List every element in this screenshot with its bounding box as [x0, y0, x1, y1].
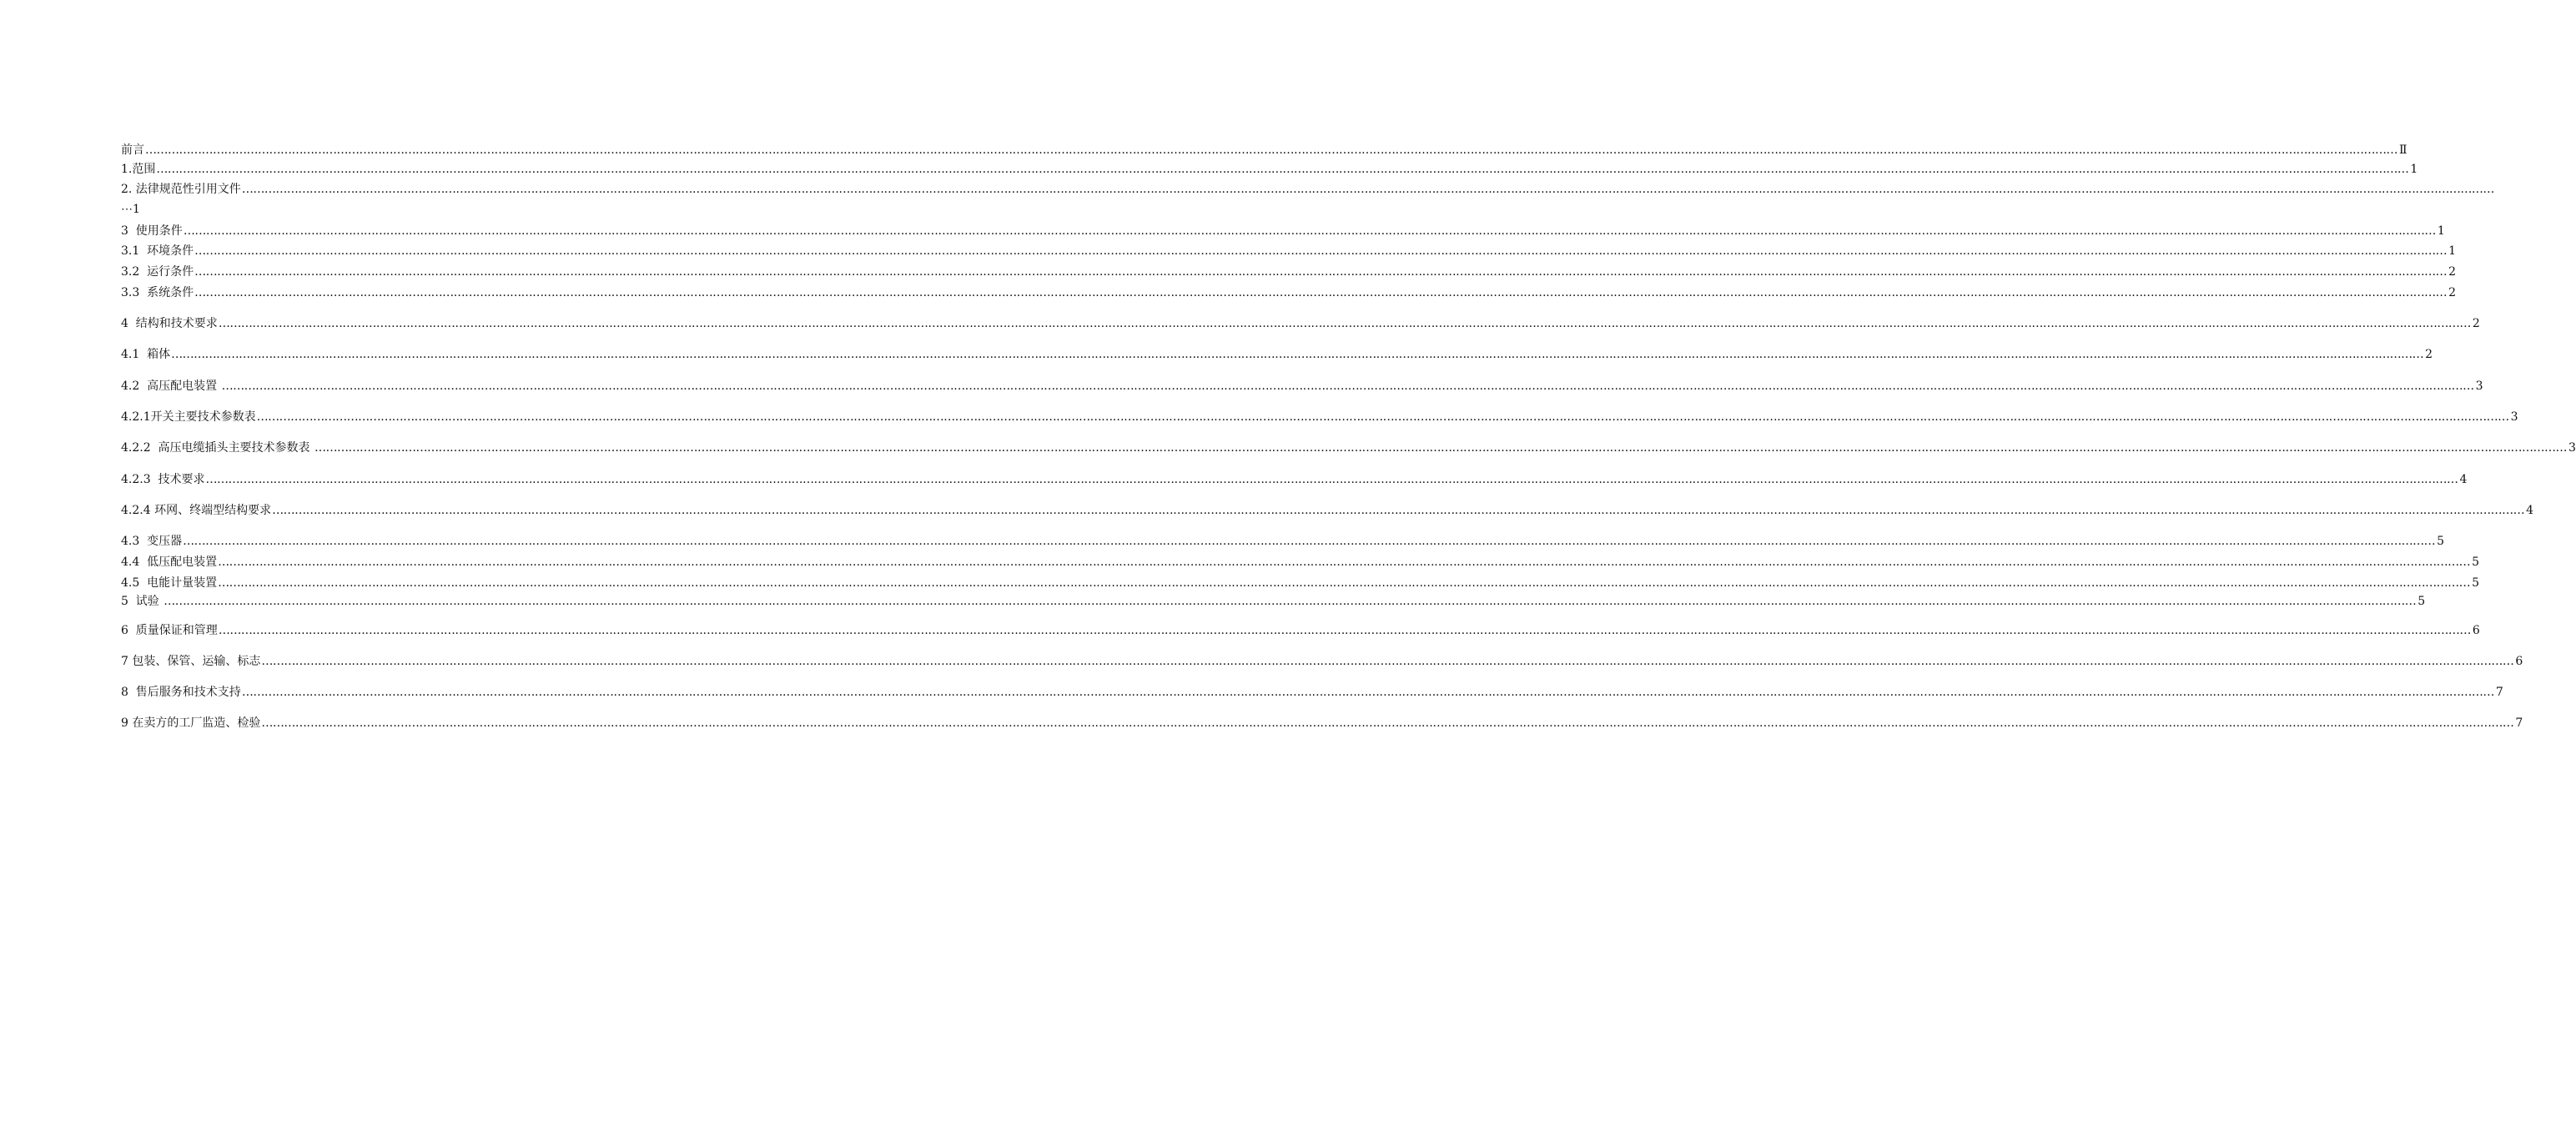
dot-leader: ……………………………………………………………………………………………………………………………………………………………………………………………………………………………………………………………………………………………………………………………………………………………………………………………………………………………………………………………………………………………………………………………………………………	[156, 163, 2409, 176]
dot-leader: ……………………………………………………………………………………………………………………………………………………………………………………………………………………………………………………………………………………………………………………………………………………………………………………………………………………………………………………………………………………………………………………………………………………	[241, 686, 2494, 699]
toc-entry	[121, 534, 2445, 549]
toc-entry-page: 2	[2472, 317, 2480, 330]
toc-entry-label: 4.4 低压配电装置	[121, 555, 218, 569]
toc-entry-label: 4.2.1开关主要技术参数表	[121, 410, 256, 424]
toc-entry-label: 4.2.4 环网、终端型结构要求	[121, 504, 272, 517]
toc-entry	[121, 654, 2523, 669]
toc-entry-page: 4	[2526, 504, 2533, 517]
dot-leader: ……………………………………………………………………………………………………………………………………………………………………………………………………………………………………………………………………………………………………………………………………………………………………………………………………………………………………………………………………………………………………………………………………………………	[218, 555, 2471, 569]
dot-leader: ……………………………………………………………………………………………………………………………………………………………………………………………………………………………………………………………………………………………………………………………………………………………………………………………………………………………………………………………………………………………………………………………………………………	[194, 286, 2448, 299]
toc-entry-page: 5	[2472, 555, 2480, 569]
dot-leader: ……………………………………………………………………………………………………………………………………………………………………………………………………………………………………………………………………………………………………………………………………………………………………………………………………………………………………………………………………………………………………………………………………………………	[164, 595, 2417, 608]
toc-entry	[121, 503, 2533, 518]
toc-entry-label: 3 使用条件	[121, 224, 183, 238]
toc-entry-page: 6	[2515, 655, 2523, 668]
toc-entry-label: 2. 法律规范性引用文件	[121, 183, 241, 196]
toc-entry-page: Ⅱ	[2399, 143, 2407, 157]
toc-entry	[121, 285, 2457, 300]
toc-entry	[121, 410, 2518, 425]
toc-entry-wrapped-page	[121, 202, 140, 217]
toc-entry-page: 5	[2418, 595, 2426, 608]
toc-entry-label: 4.5 电能计量装置	[121, 576, 218, 590]
dot-leader: ……………………………………………………………………………………………………………………………………………………………………………………………………………………………………………………………………………………………………………………………………………………………………………………………………………………………………………………………………………………………………………………………………………………	[314, 441, 2567, 455]
dot-leader: ……………………………………………………………………………………………………………………………………………………………………………………………………………………………………………………………………………………………………………………………………………………………………………………………………………………………………………………………………………………………………………………………………………………	[183, 224, 2436, 238]
toc-entry	[121, 472, 2468, 487]
toc-entry	[121, 576, 2480, 591]
dot-leader: ……………………………………………………………………………………………………………………………………………………………………………………………………………………………………………………………………………………………………………………………………………………………………………………………………………………………………………………………………………………………………………………………………………………	[272, 504, 2525, 517]
toc-entry-label: 4.2.2 高压电缆插头主要技术参数表	[121, 441, 314, 455]
dot-leader: ……………………………………………………………………………………………………………………………………………………………………………………………………………………………………………………………………………………………………………………………………………………………………………………………………………………………………………………………………………………………………………………………………………………	[218, 624, 2471, 637]
toc-entry-page: 6	[2472, 624, 2480, 637]
toc-entry	[121, 143, 2407, 158]
toc-entry-label: 5 试验	[121, 595, 164, 608]
toc-entry	[121, 594, 2426, 609]
toc-entry-label: 3.3 系统条件	[121, 286, 194, 299]
toc-entry	[121, 264, 2457, 279]
toc-entry	[121, 224, 2445, 239]
toc-entry-label: 1.范围	[121, 163, 156, 176]
dot-leader: ……………………………………………………………………………………………………………………………………………………………………………………………………………………………………………………………………………………………………………………………………………………………………………………………………………………………………………………………………………………………………………………………………………………	[145, 143, 2397, 157]
dot-leader: ……………………………………………………………………………………………………………………………………………………………………………………………………………………………………………………………………………………………………………………………………………………………………………………………………………………………………………………………………………………………………………………………………………………	[183, 535, 2436, 548]
toc-entry-label: 4.3 变压器	[121, 535, 183, 548]
toc-entry	[121, 623, 2480, 638]
toc-entry-label: 6 质量保证和管理	[121, 624, 218, 637]
dot-leader: ……………………………………………………………………………………………………………………………………………………………………………………………………………………………………………………………………………………………………………………………………………………………………………………………………………………………………………………………………………………………………………………………………………………	[241, 183, 2494, 196]
dot-leader: ……………………………………………………………………………………………………………………………………………………………………………………………………………………………………………………………………………………………………………………………………………………………………………………………………………………………………………………………………………………………………………………………………………………	[218, 317, 2471, 330]
toc-entry-label: 4.2 高压配电装置	[121, 380, 221, 393]
toc-entry-page: 3	[2568, 441, 2576, 455]
toc-entry-page: 5	[2472, 576, 2480, 590]
toc-entry-page: 4	[2459, 473, 2468, 486]
dot-leader: ……………………………………………………………………………………………………………………………………………………………………………………………………………………………………………………………………………………………………………………………………………………………………………………………………………………………………………………………………………………………………………………………………………………	[218, 576, 2471, 590]
toc-entry-label: 前言	[121, 143, 144, 157]
toc-entry-label: 4.2.3 技术要求	[121, 473, 205, 486]
toc-entry	[121, 555, 2480, 570]
toc-entry-page: 7	[2495, 686, 2503, 699]
dot-leader: ……………………………………………………………………………………………………………………………………………………………………………………………………………………………………………………………………………………………………………………………………………………………………………………………………………………………………………………………………………………………………………………………………………………	[194, 244, 2448, 258]
toc-entry-label: 4 结构和技术要求	[121, 317, 218, 330]
toc-entry-page: 5	[2437, 535, 2445, 548]
toc-entry	[121, 379, 2483, 394]
toc-entry-page: 2	[2448, 265, 2457, 279]
toc-entry	[121, 182, 2494, 197]
toc-entry-page: 1	[2448, 244, 2457, 258]
toc-entry	[121, 716, 2523, 731]
toc-entry	[121, 440, 2576, 455]
toc-entry-label: 9 在卖方的工厂监造、检验	[121, 716, 261, 730]
dot-leader: ⋯	[121, 203, 133, 216]
toc-entry	[121, 244, 2457, 259]
dot-leader: ……………………………………………………………………………………………………………………………………………………………………………………………………………………………………………………………………………………………………………………………………………………………………………………………………………………………………………………………………………………………………………………………………………………	[171, 348, 2424, 361]
dot-leader: ……………………………………………………………………………………………………………………………………………………………………………………………………………………………………………………………………………………………………………………………………………………………………………………………………………………………………………………………………………………………………………………………………………………	[261, 716, 2514, 730]
toc-entry-page: 2	[2448, 286, 2457, 299]
dot-leader: ……………………………………………………………………………………………………………………………………………………………………………………………………………………………………………………………………………………………………………………………………………………………………………………………………………………………………………………………………………………………………………………………………………………	[256, 410, 2509, 424]
toc-entry-label: 3.2 运行条件	[121, 265, 194, 279]
toc-entry-page: 7	[2515, 716, 2523, 730]
dot-leader: ……………………………………………………………………………………………………………………………………………………………………………………………………………………………………………………………………………………………………………………………………………………………………………………………………………………………………………………………………………………………………………………………………………………	[194, 265, 2448, 279]
dot-leader: ……………………………………………………………………………………………………………………………………………………………………………………………………………………………………………………………………………………………………………………………………………………………………………………………………………………………………………………………………………………………………………………………………………………	[261, 655, 2514, 668]
toc-entry-label: 8 售后服务和技术支持	[121, 686, 241, 699]
toc-entry-label: 4.1 箱体	[121, 348, 171, 361]
toc-entry-label: 7 包装、保管、运输、标志	[121, 655, 261, 668]
toc-entry-page: 1	[133, 203, 140, 216]
toc-entry	[121, 685, 2503, 700]
toc-entry-page: 1	[2410, 163, 2418, 176]
dot-leader: ……………………………………………………………………………………………………………………………………………………………………………………………………………………………………………………………………………………………………………………………………………………………………………………………………………………………………………………………………………………………………………………………………………………	[221, 380, 2474, 393]
toc-entry	[121, 347, 2433, 362]
toc-entry-page: 2	[2425, 348, 2433, 361]
toc-entry	[121, 316, 2480, 331]
toc-entry	[121, 162, 2418, 177]
toc-entry-label: 3.1 环境条件	[121, 244, 194, 258]
toc-entry-page: 1	[2437, 224, 2445, 238]
dot-leader: ……………………………………………………………………………………………………………………………………………………………………………………………………………………………………………………………………………………………………………………………………………………………………………………………………………………………………………………………………………………………………………………………………………………	[205, 473, 2458, 486]
toc-entry-page: 3	[2510, 410, 2518, 424]
toc-entry-page: 3	[2475, 380, 2483, 393]
